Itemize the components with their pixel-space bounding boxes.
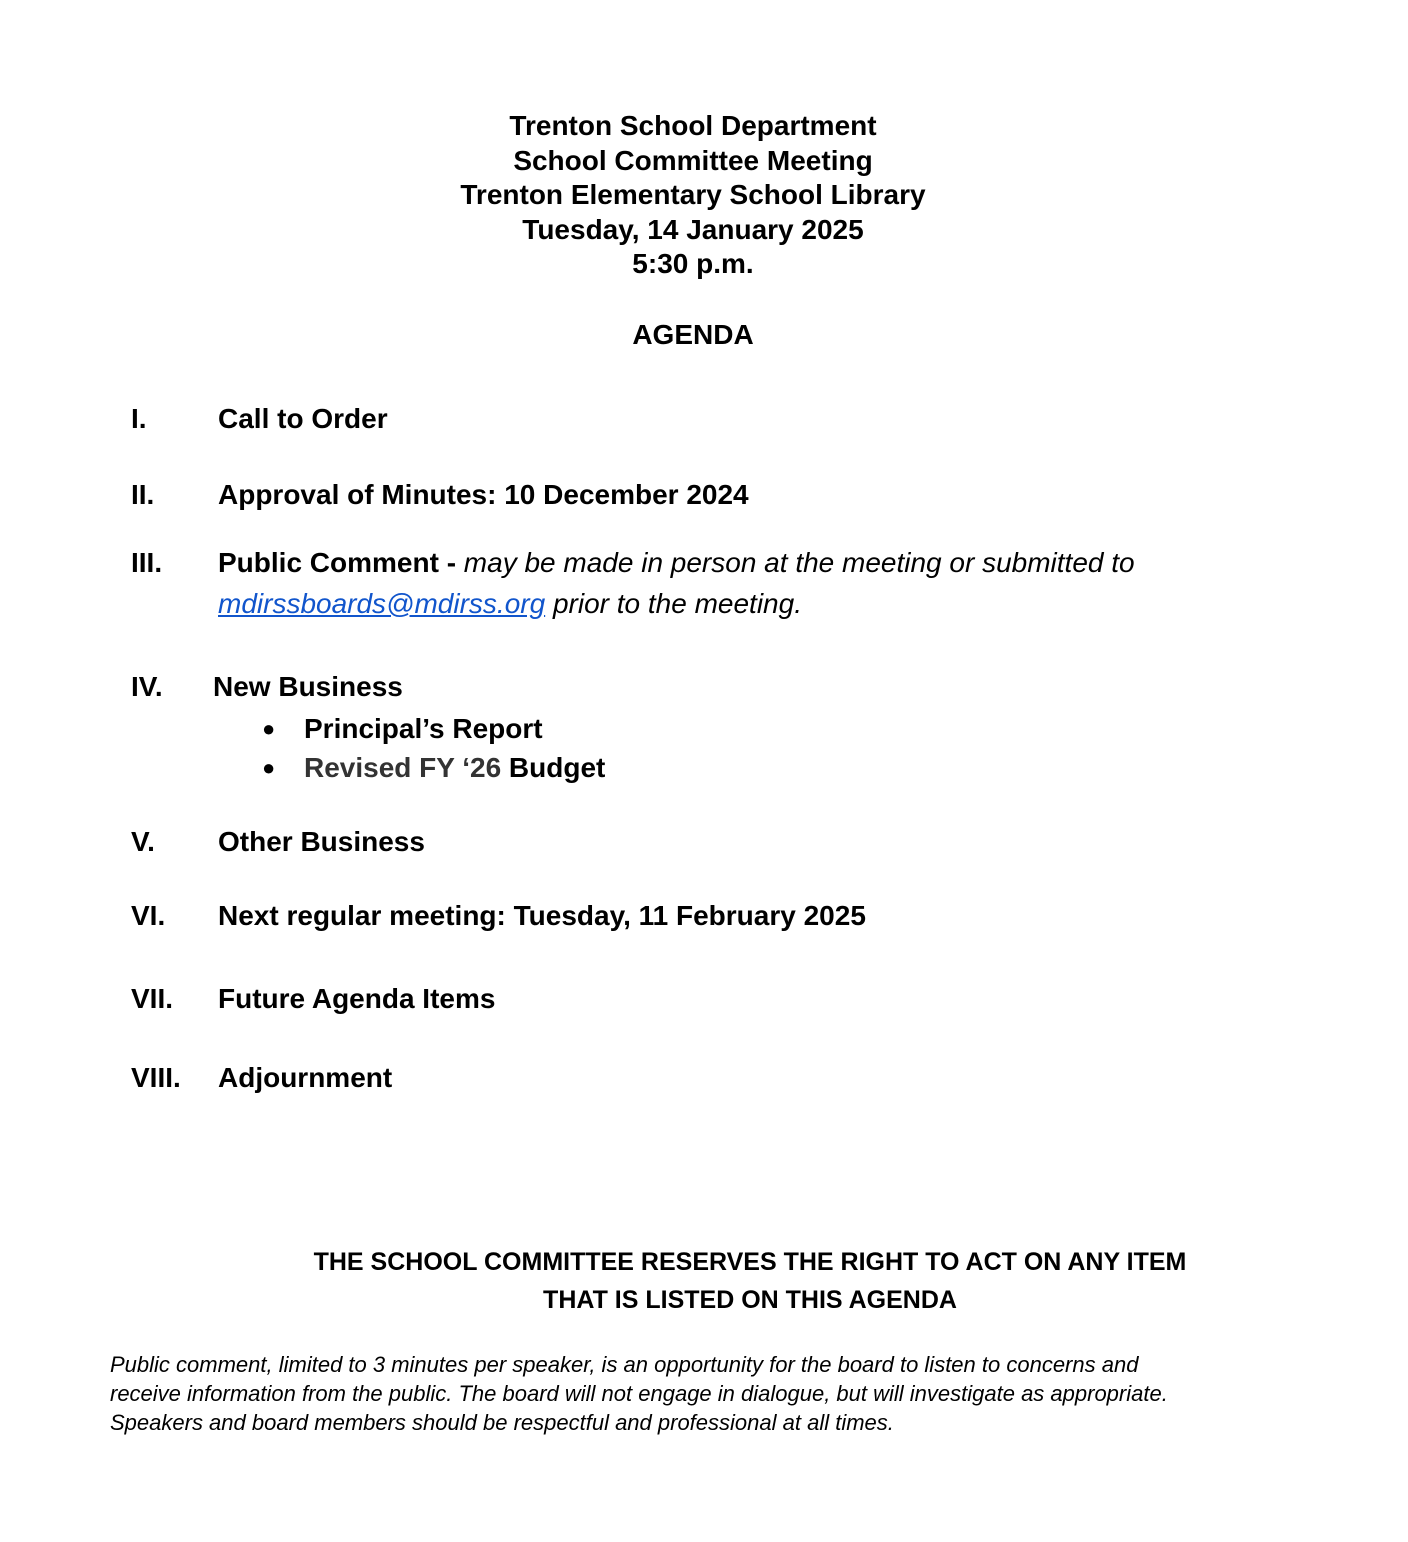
footnote-line-1: Public comment, limited to 3 minutes per speaker, is an opportunity for the board to listen to concerns and	[110, 1352, 1139, 1377]
item-text: New Business	[213, 671, 403, 702]
item-text-line-1	[218, 543, 1135, 583]
public-comment-note: may be made in person at the meeting or submitted to	[463, 547, 1135, 578]
meeting-name: School Committee Meeting	[513, 144, 873, 176]
item-text: Public Comment -	[218, 547, 457, 578]
item-numeral: VI.	[131, 900, 166, 931]
email-link[interactable]: mdirssboards@mdirss.org	[218, 588, 546, 619]
footnote-line-3: Speakers and board members should be respectful and professional at all times.	[110, 1410, 894, 1435]
item-numeral: VII.	[131, 983, 174, 1014]
item-text: Adjournment	[218, 1062, 393, 1093]
item-numeral: II.	[131, 479, 155, 510]
rights-notice	[0, 1243, 1408, 1319]
agenda-title: AGENDA	[632, 319, 754, 350]
item-text: Call to Order	[218, 403, 388, 434]
item-numeral: I.	[131, 403, 147, 434]
notice-line-2: THAT IS LISTED ON THIS AGENDA	[543, 1286, 957, 1314]
bullet-text	[304, 749, 605, 787]
bullet-icon: ●	[262, 716, 276, 741]
bullet-text: Principal’s Report	[304, 713, 543, 744]
bullet-text-prefix: Revised FY ‘26	[304, 752, 502, 783]
public-comment-note-end: prior to the meeting.	[552, 588, 802, 619]
item-numeral: V.	[131, 826, 155, 857]
item-numeral: IV.	[131, 671, 163, 702]
meeting-location: Trenton Elementary School Library	[460, 179, 926, 210]
item-text: Future Agenda Items	[218, 983, 496, 1014]
org-name: Trenton School Department	[509, 110, 877, 141]
notice-line-1: THE SCHOOL COMMITTEE RESERVES THE RIGHT TO ACT ON ANY ITEM	[313, 1248, 1187, 1276]
item-text-line-2	[218, 584, 802, 624]
meeting-header	[0, 109, 1386, 282]
meeting-time: 5:30 p.m.	[632, 248, 754, 279]
item-text: Approval of Minutes: 10 December 2024	[218, 479, 749, 510]
item-text: Other Business	[218, 826, 425, 857]
footnote-line-2: receive information from the public. The board will not engage in dialogue, but will investigate as appropriate.	[110, 1381, 1168, 1406]
item-numeral: VIII.	[131, 1062, 181, 1093]
meeting-date: Tuesday, 14 January 2025	[522, 213, 864, 245]
agenda-item-public-comment	[0, 543, 1408, 633]
item-text: Next regular meeting: Tuesday, 11 February 2025	[218, 900, 866, 931]
item-numeral: III.	[131, 547, 163, 578]
bullet-icon: ●	[262, 755, 276, 780]
public-comment-footnote	[110, 1350, 1350, 1437]
bullet-text-rest: Budget	[501, 752, 606, 783]
